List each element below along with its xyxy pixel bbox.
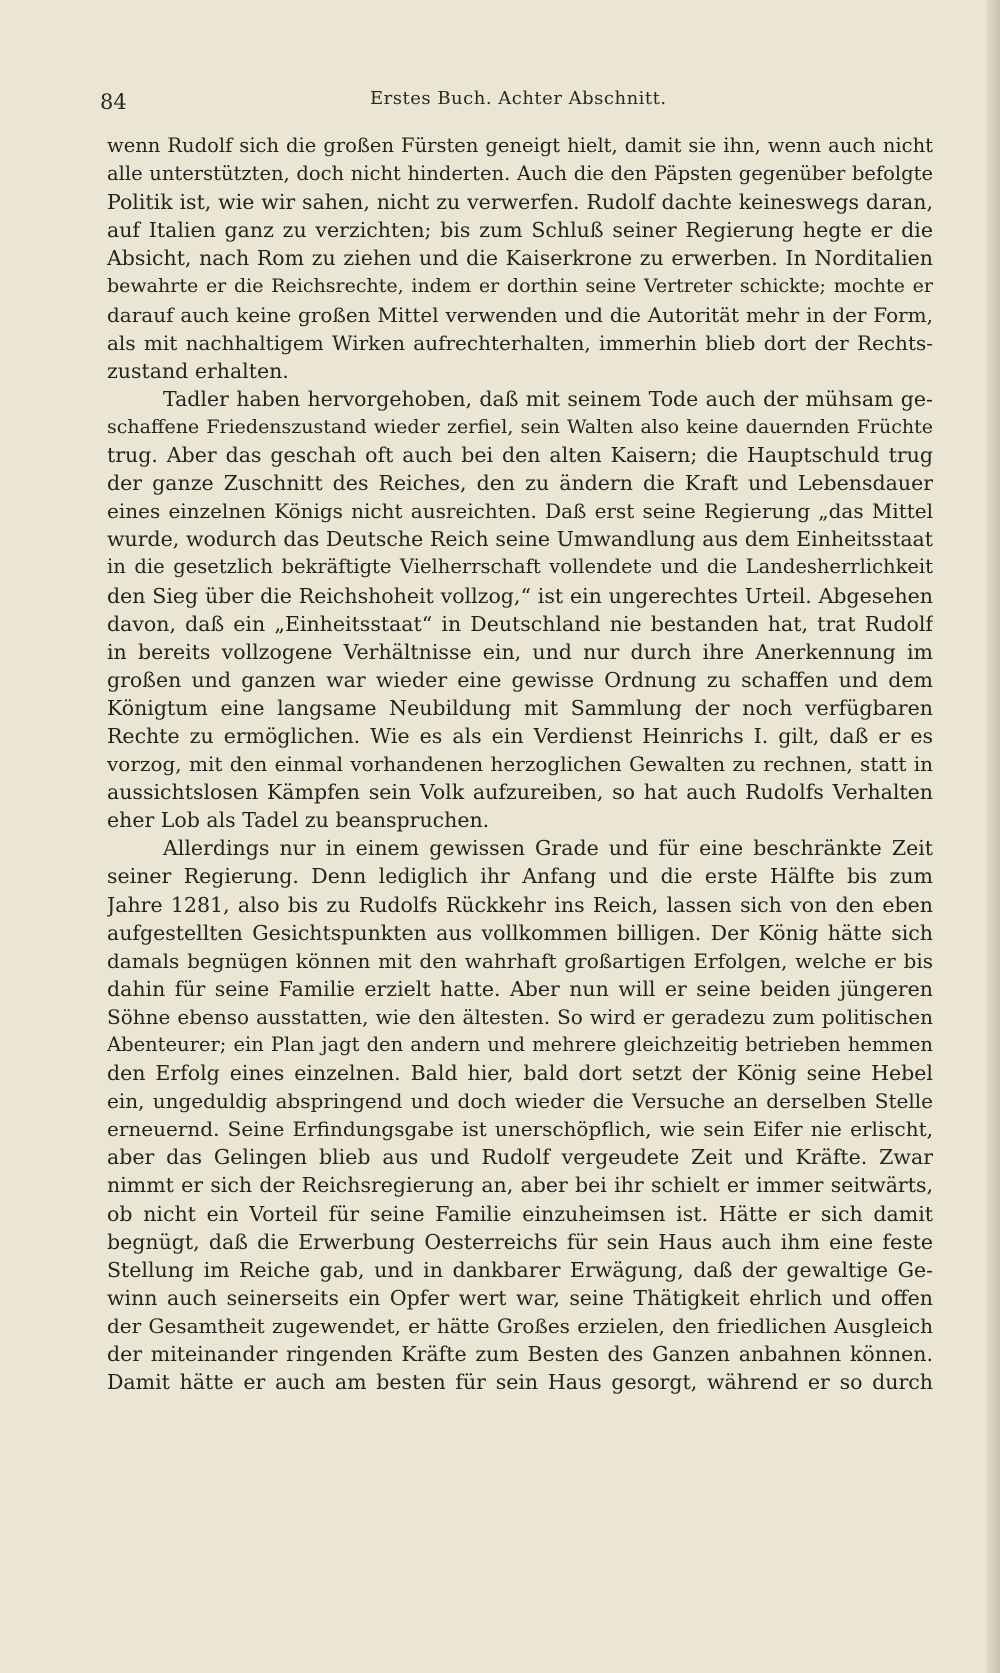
text-line: schaffene Friedenszustand wieder zerfiel, sein Walten also keine dauernden Früchte: [107, 415, 933, 438]
paragraph: [107, 385, 933, 835]
text-line: nimmt er sich der Reichsregierung an, aber bei ihr schielt er immer seitwärts,: [107, 1173, 933, 1198]
text-line: aufgestellten Gesichtspunkten aus vollkommen billigen. Der König hätte sich: [107, 920, 933, 945]
text-line: bewahrte er die Reichsrechte, indem er dorthin seine Vertreter schickte; mochte er: [107, 275, 933, 298]
text-line: eher Lob als Tadel zu beanspruchen.: [107, 808, 490, 833]
text-line: zustand erhalten.: [107, 358, 289, 383]
text-line: trug. Aber das geschah oft auch bei den alten Kaisern; die Hauptschuld trug: [107, 443, 933, 468]
text-line: ein, ungeduldig abspringend und doch wieder die Versuche an derselben Stelle: [107, 1089, 933, 1114]
page-header: [100, 86, 930, 126]
text-line: Absicht, nach Rom zu ziehen und die Kaiserkrone zu erwerben. In Norditalien: [107, 246, 933, 271]
text-line: Tadler haben hervorgehoben, daß mit seinem Tode auch der mühsam ge-: [163, 386, 933, 411]
text-line: den Erfolg eines einzelnen. Bald hier, bald dort setzt der König seine Hebel: [107, 1061, 933, 1086]
text-line: Söhne ebenso ausstatten, wie den ältesten. So wird er geradezu zum politischen: [107, 1004, 933, 1029]
text-line: Politik ist, wie wir sahen, nicht zu verwerfen. Rudolf dachte keineswegs daran,: [107, 190, 933, 215]
text-line: eines einzelnen Königs nicht ausreichten. Daß erst seine Regierung „das Mittel: [107, 499, 933, 524]
text-line: davon, daß ein „Einheitsstaat“ in Deutschland nie bestanden hat, trat Rudolf: [107, 611, 933, 636]
text-line: begnügt, daß die Erwerbung Oesterreichs für sein Haus auch ihm eine feste: [107, 1229, 933, 1254]
text-line: erneuernd. Seine Erfindungsgabe ist unerschöpflich, wie sein Eifer nie erlischt,: [107, 1117, 933, 1142]
body-text: [107, 132, 933, 1396]
text-line: Abenteurer; ein Plan jagt den andern und mehrere gleichzeitig betrieben hemmen: [107, 1033, 933, 1056]
text-line: in bereits vollzogene Verhältnisse ein, und nur durch ihre Anerkennung im: [107, 639, 933, 664]
text-line: darauf auch keine großen Mittel verwenden und die Autorität mehr in der Form,: [107, 302, 933, 327]
text-line: der Gesamtheit zugewendet, er hätte Großes erzielen, den friedlichen Ausgleich: [107, 1313, 933, 1338]
text-line: aber das Gelingen blieb aus und Rudolf vergeudete Zeit und Kräfte. Zwar: [107, 1145, 933, 1170]
running-head: Erstes Buch. Achter Abschnitt.: [370, 88, 667, 109]
text-line: den Sieg über die Reichshoheit vollzog,“ ist ein ungerechtes Urteil. Abgesehen: [107, 583, 933, 608]
text-line: Stellung im Reiche gab, und in dankbarer Erwägung, daß der gewaltige Ge-: [107, 1257, 933, 1282]
text-line: großen und ganzen war wieder eine gewisse Ordnung zu schaffen und dem: [107, 667, 933, 692]
text-line: als mit nachhaltigem Wirken aufrechterhalten, immerhin blieb dort der Rechts-: [107, 330, 933, 355]
text-line: dahin für seine Familie erzielt hatte. Aber nun will er seine beiden jüngeren: [107, 976, 933, 1001]
text-line: aussichtslosen Kämpfen sein Volk aufzureiben, so hat auch Rudolfs Verhalten: [107, 780, 933, 805]
text-line: in die gesetzlich bekräftigte Vielherrschaft vollendete und die Landesherrlichkeit: [107, 555, 933, 579]
paragraph: [107, 132, 933, 385]
text-line: Damit hätte er auch am besten für sein Haus gesorgt, während er so durch: [107, 1370, 933, 1395]
paragraph: [107, 834, 933, 1396]
page-gutter-shadow: [986, 0, 1000, 1673]
text-line: wurde, wodurch das Deutsche Reich seine Umwandlung aus dem Einheitsstaat: [107, 527, 933, 552]
text-line: der ganze Zuschnitt des Reiches, den zu ändern die Kraft und Lebensdauer: [107, 471, 933, 496]
text-line: alle unterstützten, doch nicht hinderten. Auch die den Päpsten gegenüber befolgte: [107, 162, 933, 186]
text-line: winn auch seinerseits ein Opfer wert war, seine Thätigkeit ehrlich und offen: [107, 1285, 933, 1310]
text-line: wenn Rudolf sich die großen Fürsten geneigt hielt, damit sie ihn, wenn auch nicht: [107, 134, 933, 157]
text-line: damals begnügen können mit den wahrhaft großartigen Erfolgen, welche er bis: [107, 948, 933, 973]
text-line: seiner Regierung. Denn lediglich ihr Anfang und die erste Hälfte bis zum: [107, 864, 933, 889]
page-number: 84: [100, 90, 127, 114]
text-line: vorzog, mit den einmal vorhandenen herzoglichen Gewalten zu rechnen, statt in: [107, 752, 933, 777]
text-line: der miteinander ringenden Kräfte zum Besten des Ganzen anbahnen können.: [107, 1342, 933, 1367]
text-line: ob nicht ein Vorteil für seine Familie einzuheimsen ist. Hätte er sich damit: [107, 1201, 933, 1226]
text-line: Jahre 1281, also bis zu Rudolfs Rückkehr ins Reich, lassen sich von den eben: [107, 892, 933, 917]
text-line: Rechte zu ermöglichen. Wie es als ein Verdienst Heinrichs I. gilt, daß er es: [107, 723, 933, 748]
text-line: Allerdings nur in einem gewissen Grade und für eine beschränkte Zeit: [163, 836, 933, 861]
text-line: Königtum eine langsame Neubildung mit Sammlung der noch verfügbaren: [107, 695, 933, 720]
text-line: auf Italien ganz zu verzichten; bis zum Schluß seiner Regierung hegte er die: [107, 218, 933, 243]
